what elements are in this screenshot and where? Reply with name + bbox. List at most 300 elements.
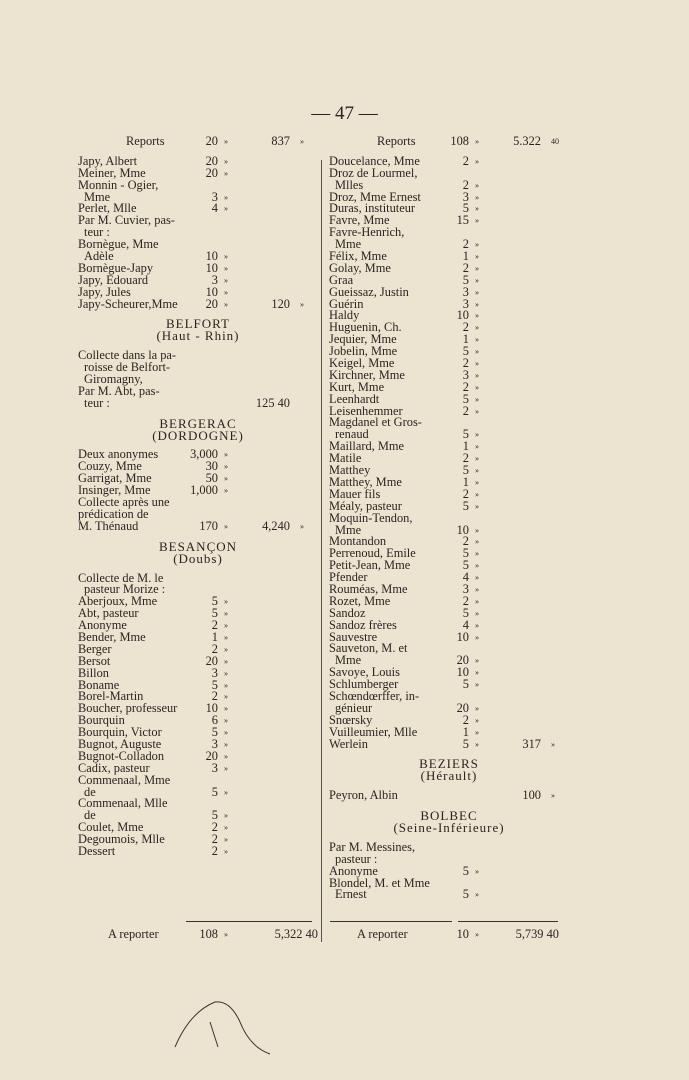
entry-amount: 2 [462, 486, 469, 501]
entry-amount: 30 [205, 459, 218, 474]
entry-subtotal-suffix: » [300, 137, 304, 146]
entry-name: Favre-Henrich, [329, 225, 405, 240]
entry-ditto-mark: » [475, 299, 479, 309]
entry-ditto-mark: » [224, 763, 228, 773]
entry-ditto-mark: » [224, 751, 228, 761]
entry-amount: 5 [462, 605, 469, 620]
entry-amount: 3 [211, 272, 218, 287]
entry-amount: 2 [462, 593, 469, 608]
entry-name: Rozet, Mme [329, 593, 391, 608]
entry-name: Doucelance, Mme [329, 153, 420, 168]
entry-ditto-mark: » [475, 216, 479, 226]
entry-ditto-mark: » [475, 866, 479, 876]
entry-amount: 10 [456, 522, 469, 537]
entry-ditto-mark: » [475, 287, 479, 297]
entry-amount: 2 [211, 843, 218, 858]
entry-name: de [84, 808, 96, 823]
entry-name: Jequier, Mme [329, 332, 397, 347]
entry-name: Abt, pasteur [78, 606, 139, 621]
section-heading: (Haut - Rhin) [156, 328, 240, 344]
entry-row [78, 798, 318, 810]
entry-amount: 5 [462, 677, 469, 692]
entry-name: Coulet, Mme [78, 820, 144, 835]
entry-name: Boucher, professeur [78, 701, 178, 716]
entry-row [329, 593, 569, 608]
entry-name: Billon [78, 665, 109, 680]
entry-ditto-mark: » [475, 501, 479, 511]
left-footer [78, 929, 318, 941]
entry-name: Golay, Mme [329, 260, 391, 275]
entry-amount: 2 [211, 832, 218, 847]
entry-row [78, 629, 318, 644]
entry-name: Blondel, M. et Mme [329, 875, 430, 890]
entry-name: Gueissaz, Justin [329, 284, 409, 299]
entry-amount: 5 [211, 594, 218, 609]
entry-amount: 5 [462, 201, 469, 216]
entry-row [329, 510, 569, 525]
entry-subtotal-suffix: 40 [551, 137, 559, 146]
entry-ditto-mark: » [224, 192, 228, 202]
entry-name: Kirchner, Mme [329, 367, 405, 382]
entry-name: teur : [84, 395, 110, 410]
entry-name: Mme [335, 237, 362, 252]
entry-amount: 108 [450, 134, 469, 148]
entry-row [329, 441, 569, 453]
entry-ditto-mark: » [224, 846, 228, 856]
entry-amount: 2 [462, 260, 469, 275]
entry-name: Bugnot, Auguste [78, 736, 162, 751]
entry-row [78, 395, 318, 410]
entry-name: Huguenin, Ch. [329, 320, 402, 335]
entry-name: Bourquin [78, 713, 125, 728]
entry-row [78, 215, 318, 227]
entry-ditto-mark: » [224, 811, 228, 821]
entry-name: Schlumberger [329, 677, 399, 692]
entry-subtotal: 317 [522, 736, 541, 751]
entry-name: renaud [335, 427, 369, 442]
entry-ditto-mark: » [224, 739, 228, 749]
entry-amount: 3 [462, 296, 469, 311]
entry-ditto-mark: » [475, 573, 479, 583]
entry-name: Bersot [78, 653, 111, 668]
entry-name: Pfender [329, 570, 368, 585]
entry-ditto-mark: » [475, 370, 479, 380]
entry-ditto-mark: » [475, 680, 479, 690]
entry-row [329, 643, 569, 655]
entry-name: teur : [84, 225, 110, 240]
entry-ditto-mark: » [475, 703, 479, 713]
entry-amount: 5 [211, 606, 218, 621]
entry-ditto-mark: » [224, 474, 228, 484]
entry-name: Collecte après une [78, 495, 170, 510]
entry-name: pasteur : [335, 851, 378, 866]
entry-name: Haldy [329, 308, 360, 323]
section-heading: BESANÇON [158, 538, 238, 554]
entry-amount: 3 [211, 760, 218, 775]
entry-amount: 3 [211, 189, 218, 204]
entry-amount: 3 [462, 367, 469, 382]
entry-ditto-mark: » [475, 632, 479, 642]
entry-name: Sauveton, M. et [329, 641, 408, 656]
entry-amount: 10 [205, 284, 218, 299]
entry-amount: 1 [462, 332, 469, 347]
entry-ditto-mark: » [475, 180, 479, 190]
right-subtotal-rule [330, 921, 452, 922]
entry-amount: 20 [456, 700, 469, 715]
entry-name: Reports [126, 134, 165, 148]
entry-name: Collecte dans la pa- [78, 348, 177, 363]
entry-amount: 10 [456, 629, 469, 644]
entry-name: Maillard, Mme [329, 439, 405, 454]
entry-amount: 50 [205, 471, 218, 486]
entry-subtotal: 837 [271, 134, 290, 148]
entry-amount: 10 [456, 665, 469, 680]
entry-ditto-mark: » [224, 299, 228, 309]
entry-name: Bornègue-Japy [78, 260, 154, 275]
entry-name: Japy, Edouard [78, 272, 149, 287]
entry-subtotal: 120 [271, 296, 290, 311]
right-footer-ditto: » [475, 930, 479, 939]
entry-name: Graa [329, 272, 354, 287]
entry-name: Par M. Messines, [329, 839, 416, 854]
entry-amount: 6 [211, 713, 218, 728]
entry-name: Snœrsky [329, 712, 373, 727]
entry-amount: 5 [462, 272, 469, 287]
entry-name: Bornègue, Mme [78, 237, 159, 252]
entry-amount: 4 [462, 570, 469, 585]
entry-name: génieur [335, 700, 373, 715]
entry-amount: 5 [462, 558, 469, 573]
entry-ditto-mark: » [475, 715, 479, 725]
entry-amount: 5 [462, 863, 469, 878]
entry-name: Dessert [78, 843, 116, 858]
left-footer-ditto: » [224, 930, 228, 939]
entry-name: Bugnot-Colladon [78, 748, 165, 763]
right-footer-total: 5,739 40 [515, 927, 559, 941]
entry-name: Mme [84, 189, 111, 204]
entry-amount: 5 [211, 784, 218, 799]
entry-amount: 5 [462, 427, 469, 442]
entry-amount: 5 [462, 546, 469, 561]
entry-ditto-mark: » [224, 644, 228, 654]
entry-amount: 2 [211, 641, 218, 656]
entry-ditto-mark: » [475, 347, 479, 357]
entry-amount: 2 [211, 618, 218, 633]
entry-amount: 1 [462, 249, 469, 264]
entry-amount: 5 [462, 887, 469, 902]
entry-amount: 20 [205, 153, 218, 168]
entry-name: Monnin - Ogier, [78, 177, 159, 192]
entry-ditto-mark: » [224, 156, 228, 166]
entry-ditto-mark: » [475, 656, 479, 666]
entry-name: Aberjoux, Mme [78, 594, 158, 609]
entry-ditto-mark: » [475, 890, 479, 900]
entry-amount: 2 [462, 451, 469, 466]
entry-amount: 2 [211, 820, 218, 835]
entry-amount: 5 [211, 808, 218, 823]
entry-name: Vuilleumier, Mlle [329, 724, 418, 739]
entry-amount: 170 [199, 518, 218, 533]
entry-ditto-mark: » [475, 454, 479, 464]
entry-name: Garrigat, Mme [78, 471, 152, 486]
entry-row [78, 653, 318, 668]
entry-row [329, 136, 569, 148]
entry-name: Matthey, Mme [329, 474, 402, 489]
entry-name: Rouméas, Mme [329, 581, 408, 596]
entry-name: Sandoz frères [329, 617, 397, 632]
entry-name: Sauvestre [329, 629, 378, 644]
entry-amount: 5 [462, 736, 469, 751]
entry-amount: 20 [456, 653, 469, 668]
right-footer [329, 929, 569, 941]
entry-row [329, 736, 569, 751]
entry-amount: 2 [462, 177, 469, 192]
entry-row [329, 165, 569, 180]
left-footer-label: A reporter [108, 927, 159, 941]
entry-ditto-mark: » [224, 835, 228, 845]
entry-row [78, 518, 318, 533]
left-footer-amount: 108 [199, 927, 218, 941]
entry-name: Bourquin, Victor [78, 725, 162, 740]
right-footer-amount: 10 [456, 927, 469, 941]
entry-row [78, 772, 318, 787]
entry-ditto-mark: » [475, 608, 479, 618]
entry-ditto-mark: » [224, 823, 228, 833]
entry-row [78, 843, 318, 858]
entry-row [78, 239, 318, 251]
entry-ditto-mark: » [475, 430, 479, 440]
entry-name: Perrenoud, Emile [329, 546, 416, 561]
entry-amount: 2 [462, 712, 469, 727]
entry-row [329, 260, 569, 275]
entry-amount: 1 [462, 724, 469, 739]
entry-ditto-mark: » [224, 656, 228, 666]
entry-name: Mme [335, 653, 362, 668]
entry-name: M. Thénaud [78, 518, 139, 533]
entry-amount: 20 [205, 165, 218, 180]
entry-name: Sandoz [329, 605, 366, 620]
entry-ditto-mark: » [475, 584, 479, 594]
entry-amount: 2 [211, 689, 218, 704]
entry-ditto-mark: » [475, 561, 479, 571]
entry-subtotal-suffix: » [300, 521, 304, 531]
entry-ditto-mark: » [475, 620, 479, 630]
entry-name: Ernest [335, 887, 367, 902]
entry-name: Commenaal, Mlle [78, 796, 168, 811]
entry-name: Favre, Mme [329, 213, 390, 228]
entry-ditto-mark: » [475, 335, 479, 345]
entry-name: Japy-Scheurer,Mme [78, 296, 178, 311]
entry-name: pasteur Morize : [84, 582, 166, 597]
entry-amount: 5 [211, 725, 218, 740]
entry-name: Par M. Abt, pas- [78, 383, 160, 398]
entry-ditto-mark: » [224, 252, 228, 262]
section-heading: BELFORT [165, 316, 230, 332]
entry-name: Matile [329, 451, 362, 466]
entry-ditto-mark: » [475, 525, 479, 535]
left-total-rule [186, 921, 312, 922]
entry-ditto-mark: » [475, 727, 479, 737]
handwritten-mark [170, 992, 290, 1062]
entry-ditto-mark: » [224, 263, 228, 273]
entry-name: Anonyme [78, 618, 127, 633]
entry-amount: 4 [462, 617, 469, 632]
section-heading: (Seine-Inférieure) [393, 819, 505, 835]
entry-name: Insinger, Mme [78, 483, 151, 498]
section-heading: BERGERAC [159, 415, 237, 431]
entry-name: de [84, 784, 96, 799]
left-footer-total: 5,322 40 [274, 927, 318, 941]
entry-amount: 2 [462, 356, 469, 371]
entry-name: Félix, Mme [329, 249, 387, 264]
entry-amount: 20 [205, 296, 218, 311]
entry-subtotal-suffix: » [551, 791, 555, 801]
entry-amount: 1 [462, 439, 469, 454]
entry-ditto-mark: » [224, 728, 228, 738]
entry-amount: 2 [462, 320, 469, 335]
entry-name: Boname [78, 677, 120, 692]
entry-ditto-mark: » [224, 632, 228, 642]
page-number: — 47 — [311, 103, 378, 124]
entry-amount: 3,000 [190, 447, 218, 462]
entry-ditto-mark: » [224, 692, 228, 702]
entry-amount: 5 [462, 463, 469, 478]
entry-name: Japy, Albert [78, 153, 138, 168]
entry-ditto-mark: » [475, 477, 479, 487]
entry-ditto-mark: » [475, 537, 479, 547]
entry-row [78, 136, 318, 148]
entry-ditto-mark: » [475, 275, 479, 285]
entry-amount: 5 [211, 677, 218, 692]
entry-ditto-mark: » [475, 204, 479, 214]
entry-row [329, 284, 569, 299]
entry-name: Degoumois, Mlle [78, 832, 165, 847]
entry-name: Par M. Cuvier, pas- [78, 213, 175, 228]
entry-name: Schœndœrffer, in- [329, 688, 420, 703]
entry-name: Magdanel et Gros- [329, 415, 422, 430]
entry-ditto-mark: » [224, 668, 228, 678]
left-column [78, 136, 318, 858]
entry-amount: 3 [462, 189, 469, 204]
entry-name: Jobelin, Mme [329, 344, 398, 359]
entry-ditto-mark: » [475, 252, 479, 262]
entry-amount: 3 [462, 284, 469, 299]
entry-name: prédication de [78, 506, 149, 521]
entry-subtotal-suffix: » [300, 299, 304, 309]
entry-ditto-mark: » [475, 156, 479, 166]
entry-ditto-mark: » [475, 668, 479, 678]
entry-amount: 3 [211, 665, 218, 680]
entry-amount: 5 [462, 498, 469, 513]
entry-name: Guérin [329, 296, 364, 311]
entry-name: Couzy, Mme [78, 459, 142, 474]
entry-row [78, 177, 318, 192]
entry-name: Collecte de M. le [78, 570, 164, 585]
entry-amount: 10 [205, 701, 218, 716]
entry-ditto-mark: » [224, 462, 228, 472]
entry-amount: 2 [462, 237, 469, 252]
entry-name: roisse de Belfort- [84, 360, 171, 375]
entry-row [329, 227, 569, 239]
entry-subtotal-suffix: » [551, 739, 555, 749]
entry-ditto-mark: » [224, 168, 228, 178]
entry-ditto-mark: » [224, 450, 228, 460]
entry-name: Duras, instituteur [329, 201, 416, 216]
right-footer-label: A reporter [357, 927, 408, 941]
entry-ditto-mark: » [224, 597, 228, 607]
entry-amount: 20 [205, 653, 218, 668]
entry-name: Werlein [329, 736, 368, 751]
entry-subtotal: 100 [522, 788, 541, 803]
entry-ditto-mark: » [224, 704, 228, 714]
entry-amount: 10 [205, 249, 218, 264]
entry-name: Matthey [329, 463, 371, 478]
entry-ditto-mark: » [475, 406, 479, 416]
column-divider [321, 160, 322, 942]
entry-ditto-mark: » [224, 787, 228, 797]
entry-ditto-mark: » [475, 137, 479, 146]
entry-name: Méaly, pasteur [329, 498, 402, 513]
entry-name: Montandon [329, 534, 387, 549]
entry-amount: 2 [462, 403, 469, 418]
entry-name: Bender, Mme [78, 629, 146, 644]
section-heading: BEZIERS [419, 756, 479, 772]
entry-amount: 10 [205, 260, 218, 275]
entry-name: Perlet, Mlle [78, 201, 137, 216]
entry-amount: 15 [456, 213, 469, 228]
entry-name: Savoye, Louis [329, 665, 400, 680]
entry-ditto-mark: » [475, 489, 479, 499]
entry-amount: 10 [456, 308, 469, 323]
entry-name: Adèle [84, 249, 114, 264]
entry-amount: 5 [462, 344, 469, 359]
entry-ditto-mark: » [224, 621, 228, 631]
entry-ditto-mark: » [475, 466, 479, 476]
entry-row [78, 641, 318, 656]
entry-ditto-mark: » [224, 287, 228, 297]
entry-name: Petit-Jean, Mme [329, 558, 411, 573]
entry-ditto-mark: » [475, 394, 479, 404]
entry-name: Mauer fils [329, 486, 381, 501]
entry-row [329, 889, 569, 901]
entry-amount: 2 [462, 379, 469, 394]
entry-amount: 1 [462, 474, 469, 489]
entry-ditto-mark: » [224, 716, 228, 726]
entry-ditto-mark: » [475, 263, 479, 273]
section-heading: (DORDOGNE) [152, 427, 244, 443]
entry-amount: 3 [462, 581, 469, 596]
entry-name: Moquin-Tendon, [329, 510, 413, 525]
entry-name: Leenhardt [329, 391, 380, 406]
entry-name: Kurt, Mme [329, 379, 385, 394]
entry-name: Keigel, Mme [329, 356, 395, 371]
entry-ditto-mark: » [224, 521, 228, 531]
entry-name: Commenaal, Mme [78, 772, 171, 787]
entry-amount: 1,000 [190, 483, 218, 498]
entry-ditto-mark: » [475, 739, 479, 749]
entry-name: Japy, Jules [78, 284, 131, 299]
entry-ditto-mark: » [224, 275, 228, 285]
entry-name: Giromagny, [84, 372, 143, 387]
entry-name: Reports [377, 134, 416, 148]
entry-ditto-mark: » [224, 204, 228, 214]
entry-name: Leisenhemmer [329, 403, 403, 418]
entry-name: Mme [335, 522, 362, 537]
entry-subtotal: 5.322 [513, 134, 541, 148]
entry-name: Deux anonymes [78, 447, 159, 462]
entry-ditto-mark: » [224, 609, 228, 619]
entry-ditto-mark: » [475, 240, 479, 250]
